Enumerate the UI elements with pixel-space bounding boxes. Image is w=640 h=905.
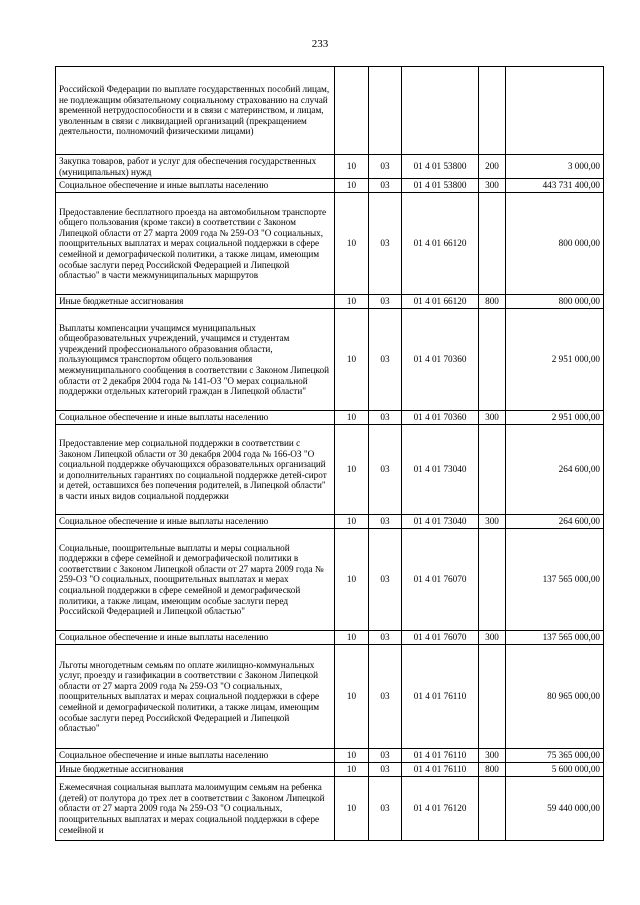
row-section: 10 bbox=[335, 749, 369, 763]
row-section: 10 bbox=[335, 295, 369, 309]
row-target-code: 01 4 01 76110 bbox=[402, 763, 479, 777]
row-section bbox=[335, 67, 369, 155]
row-subsection: 03 bbox=[369, 529, 402, 631]
row-amount: 443 731 400,00 bbox=[506, 179, 604, 193]
row-description: Ежемесячная социальная выплата малоимущим семьям на ребенка (детей) от полутора до трех лет в соответствии с Законом Липецкой области от 27 марта 2009 года № 259-ОЗ "О социальных, поощрительных выплатах и мерах социальной поддержки в сфере семейной и bbox=[56, 777, 335, 841]
row-description: Льготы многодетным семьям по оплате жилищно-коммунальных услуг, проезду и газификации в соответствии с Законом Липецкой области от 27 марта 2009 года № 259-ОЗ "О социальных, поощрительных выплатах и мерах социальной поддержки в сфере семейной и демографической политики, а также лицам, имеющим особые заслуги перед Российской Федерацией и Липецкой областью" bbox=[56, 645, 335, 749]
row-expense-type: 300 bbox=[479, 631, 506, 645]
row-description: Российской Федерации по выплате государственных пособий лицам, не подлежащим обязательному социальному страхованию на случай временной нетрудоспособности и в связи с материнством, и лицам, уволенным в связи с ликвидацией организаций (прекращением деятельности, полномочий физическими лицами) bbox=[56, 67, 335, 155]
row-target-code: 01 4 01 76110 bbox=[402, 645, 479, 749]
table-row bbox=[56, 309, 604, 411]
row-amount: 137 565 000,00 bbox=[506, 631, 604, 645]
row-section: 10 bbox=[335, 631, 369, 645]
row-amount: 75 365 000,00 bbox=[506, 749, 604, 763]
row-subsection: 03 bbox=[369, 763, 402, 777]
row-expense-type bbox=[479, 529, 506, 631]
table-row bbox=[56, 631, 604, 645]
row-amount: 59 440 000,00 bbox=[506, 777, 604, 841]
row-expense-type bbox=[479, 425, 506, 515]
row-amount: 264 600,00 bbox=[506, 515, 604, 529]
row-description: Социальные, поощрительные выплаты и меры социальной поддержки в сфере семейной и демографической политики в соответствии с Законом Липецкой области от 27 марта 2009 года № 259-ОЗ "О социальных, поощрительных выплатах и мерах социальной поддержки в сфере семейной и демографической политики, а также лицам, имеющим особые заслуги перед Российской Федерацией и Липецкой областью" bbox=[56, 529, 335, 631]
row-subsection: 03 bbox=[369, 295, 402, 309]
table-row bbox=[56, 411, 604, 425]
budget-table bbox=[55, 66, 604, 841]
row-expense-type bbox=[479, 193, 506, 295]
row-target-code: 01 4 01 70360 bbox=[402, 309, 479, 411]
row-amount: 137 565 000,00 bbox=[506, 529, 604, 631]
row-section: 10 bbox=[335, 411, 369, 425]
row-description: Социальное обеспечение и иные выплаты населению bbox=[56, 749, 335, 763]
row-subsection bbox=[369, 67, 402, 155]
row-target-code: 01 4 01 73040 bbox=[402, 515, 479, 529]
row-target-code: 01 4 01 73040 bbox=[402, 425, 479, 515]
row-expense-type: 200 bbox=[479, 155, 506, 179]
row-expense-type bbox=[479, 309, 506, 411]
row-description: Предоставление мер социальной поддержки в соответствии с Законом Липецкой области от 30 декабря 2004 года № 166-ОЗ "О социальной поддержке обучающихся образовательных организаций и дополнительных гарантиях по социальной поддержке детей-сирот и детей, оставшихся без попечения родителей, в Липецкой области" в части иных видов социальной поддержки bbox=[56, 425, 335, 515]
row-target-code: 01 4 01 76110 bbox=[402, 749, 479, 763]
row-amount: 2 951 000,00 bbox=[506, 411, 604, 425]
row-expense-type bbox=[479, 67, 506, 155]
row-subsection: 03 bbox=[369, 631, 402, 645]
row-subsection: 03 bbox=[369, 193, 402, 295]
table-row bbox=[56, 155, 604, 179]
table-row bbox=[56, 179, 604, 193]
row-description: Закупка товаров, работ и услуг для обеспечения государственных (муниципальных) нужд bbox=[56, 155, 335, 179]
row-target-code: 01 4 01 66120 bbox=[402, 295, 479, 309]
row-amount: 80 965 000,00 bbox=[506, 645, 604, 749]
row-expense-type: 300 bbox=[479, 179, 506, 193]
row-description: Социальное обеспечение и иные выплаты населению bbox=[56, 179, 335, 193]
row-target-code: 01 4 01 70360 bbox=[402, 411, 479, 425]
row-section: 10 bbox=[335, 515, 369, 529]
row-section: 10 bbox=[335, 309, 369, 411]
table-row bbox=[56, 67, 604, 155]
row-description: Иные бюджетные ассигнования bbox=[56, 295, 335, 309]
row-expense-type bbox=[479, 777, 506, 841]
row-expense-type bbox=[479, 645, 506, 749]
row-target-code bbox=[402, 67, 479, 155]
row-amount: 2 951 000,00 bbox=[506, 309, 604, 411]
row-description: Выплаты компенсации учащимся муниципальных общеобразовательных учреждений, учащимся и студентам учреждений профессионального образования области, пользующимся транспортом общего пользования межмуниципального сообщения в соответствии с Законом Липецкой области от 2 декабря 2004 года № 141-ОЗ "О мерах социальной поддержки отдельных категорий граждан в Липецкой области" bbox=[56, 309, 335, 411]
row-target-code: 01 4 01 76120 bbox=[402, 777, 479, 841]
table-row bbox=[56, 645, 604, 749]
row-target-code: 01 4 01 53800 bbox=[402, 179, 479, 193]
table-row bbox=[56, 295, 604, 309]
row-target-code: 01 4 01 76070 bbox=[402, 529, 479, 631]
row-target-code: 01 4 01 53800 bbox=[402, 155, 479, 179]
row-amount bbox=[506, 67, 604, 155]
row-subsection: 03 bbox=[369, 411, 402, 425]
row-subsection: 03 bbox=[369, 749, 402, 763]
row-description: Предоставление бесплатного проезда на автомобильном транспорте общего пользования (кроме такси) в соответствии с Законом Липецкой области от 27 марта 2009 года № 259-ОЗ "О социальных, поощрительных выплатах и мерах социальной поддержки в сфере семейной и демографической политики, а также лицам, имеющим особые заслуги перед Российской Федерацией и Липецкой областью" в части межмуниципальных маршрутов bbox=[56, 193, 335, 295]
row-section: 10 bbox=[335, 155, 369, 179]
row-amount: 5 600 000,00 bbox=[506, 763, 604, 777]
row-section: 10 bbox=[335, 645, 369, 749]
row-subsection: 03 bbox=[369, 425, 402, 515]
row-subsection: 03 bbox=[369, 777, 402, 841]
row-target-code: 01 4 01 76070 bbox=[402, 631, 479, 645]
row-expense-type: 300 bbox=[479, 515, 506, 529]
page-number: 233 bbox=[311, 38, 329, 50]
row-subsection: 03 bbox=[369, 515, 402, 529]
row-section: 10 bbox=[335, 193, 369, 295]
row-subsection: 03 bbox=[369, 309, 402, 411]
row-section: 10 bbox=[335, 529, 369, 631]
row-amount: 264 600,00 bbox=[506, 425, 604, 515]
table-row bbox=[56, 529, 604, 631]
row-target-code: 01 4 01 66120 bbox=[402, 193, 479, 295]
row-section: 10 bbox=[335, 777, 369, 841]
row-description: Социальное обеспечение и иные выплаты населению bbox=[56, 515, 335, 529]
row-subsection: 03 bbox=[369, 645, 402, 749]
table-row bbox=[56, 193, 604, 295]
row-section: 10 bbox=[335, 179, 369, 193]
table-row bbox=[56, 749, 604, 763]
row-expense-type: 300 bbox=[479, 749, 506, 763]
row-description: Социальное обеспечение и иные выплаты населению bbox=[56, 631, 335, 645]
table-row bbox=[56, 425, 604, 515]
row-expense-type: 800 bbox=[479, 295, 506, 309]
table-row bbox=[56, 777, 604, 841]
row-expense-type: 300 bbox=[479, 411, 506, 425]
row-section: 10 bbox=[335, 425, 369, 515]
row-amount: 800 000,00 bbox=[506, 295, 604, 309]
row-subsection: 03 bbox=[369, 155, 402, 179]
row-description: Социальное обеспечение и иные выплаты населению bbox=[56, 411, 335, 425]
row-section: 10 bbox=[335, 763, 369, 777]
row-expense-type: 800 bbox=[479, 763, 506, 777]
table-row bbox=[56, 515, 604, 529]
row-amount: 3 000,00 bbox=[506, 155, 604, 179]
row-subsection: 03 bbox=[369, 179, 402, 193]
row-amount: 800 000,00 bbox=[506, 193, 604, 295]
table-row bbox=[56, 763, 604, 777]
row-description: Иные бюджетные ассигнования bbox=[56, 763, 335, 777]
